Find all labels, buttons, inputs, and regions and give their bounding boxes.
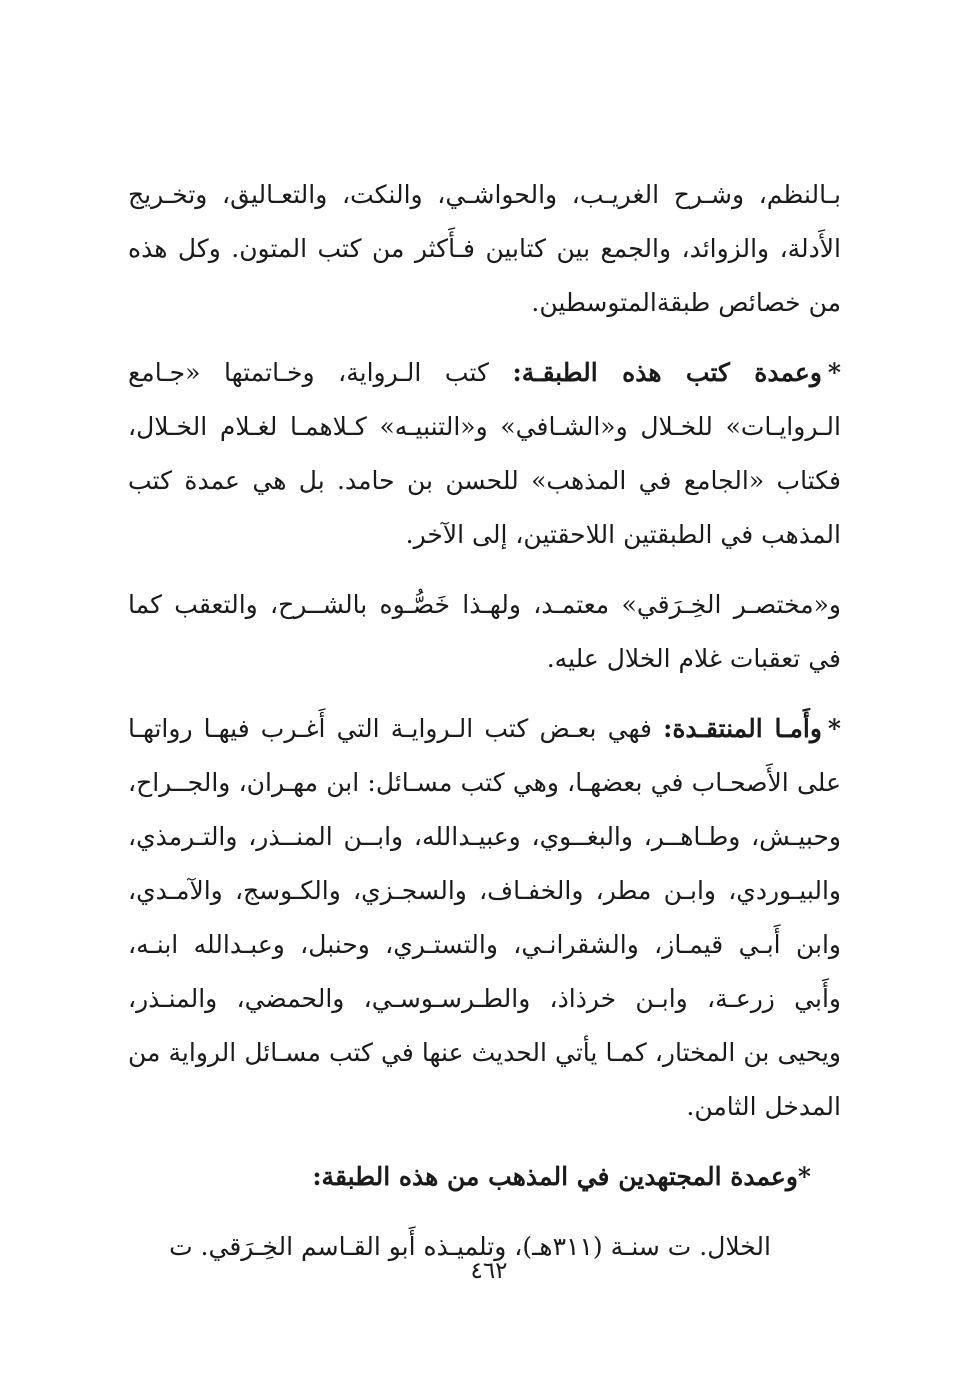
paragraph-2-text: كتب الـرواية، وخـاتمتها «جـامع الـروايـات» للخـلال و«الشـافي» و«التنبيـه» كـلاهمـا لغـلام الخـلال، فكتاب «الجامع في المذهب» للحسن بن حامد. بل هي عمدة كتب المذهب في الطبقتين اللاحقتين، إلى الآخر. (128, 358, 841, 549)
paragraph-4 (128, 702, 841, 1134)
section-heading (128, 1150, 841, 1204)
paragraph-1-text: بـالنظم، وشـرح الغريـب، والحواشـي، والنكت، والتعـاليق، وتخـريج الأَدلة، والزوائد، والجمع بين كتابين فـأَكثر من كتب المتون. وكل هذه من خصائص طبقةالمتوسطين. (128, 180, 841, 317)
paragraph-2 (128, 346, 841, 562)
paragraph-4-text: فهي بعـض كتب الـروايـة التي أَغـرب فيهـا رواتهـا على الأَصحـاب في بعضهـا، وهي كتب مسـائل: ابن مهـران، والجــراح، وحبيـش، وطـاهــر، والبغــوي، وعبيـدالله، وابــن المنــذر، والتـرمذي، والبيـوردي، وابـن مطر، والخفـاف، والسجـزي، والكـوسج، والآمـدي، وابن أَبـي قيمـاز، والشقرانـي، والتستـري، وحنبل، وعبـدالله ابنـه، وأَبي زرعـة، وابـن خرذاذ، والطـرسـوسـي، والحمضي، والمنـذر، ويحيى بن المختار، كمـا يأتي الحديث عنها في كتب مسـائل الرواية من المدخل الثامن. (128, 714, 841, 1121)
paragraph-4-lead: وأَمـا المنتقـدة: (663, 714, 822, 743)
paragraph-2-lead: وعمدة كتب هذه الطبقـة: (512, 358, 822, 387)
bullet-star: * (797, 1162, 811, 1191)
paragraph-1 (128, 168, 841, 330)
page-number: ٤٦٢ (470, 1258, 508, 1284)
paragraph-3 (128, 578, 841, 686)
bullet-star: * (827, 358, 841, 387)
continuation-line-text: الخلال. ت سنـة (٣١١هـ)، وتلميـذه أَبو القـاسم الخِـرَقي. ت (169, 1232, 771, 1261)
paragraph-3-text: و«مختصـر الخِـرَقي» معتمـد، ولهـذا خَصُّـوه بالشــرح، والتعقب كما في تعقبات غلام الخلال عليه. (128, 590, 841, 673)
bullet-star: * (827, 714, 841, 743)
section-heading-text: وعمدة المجتهدين في المذهب من هذه الطبقة: (312, 1162, 798, 1191)
page-body (128, 168, 841, 1274)
